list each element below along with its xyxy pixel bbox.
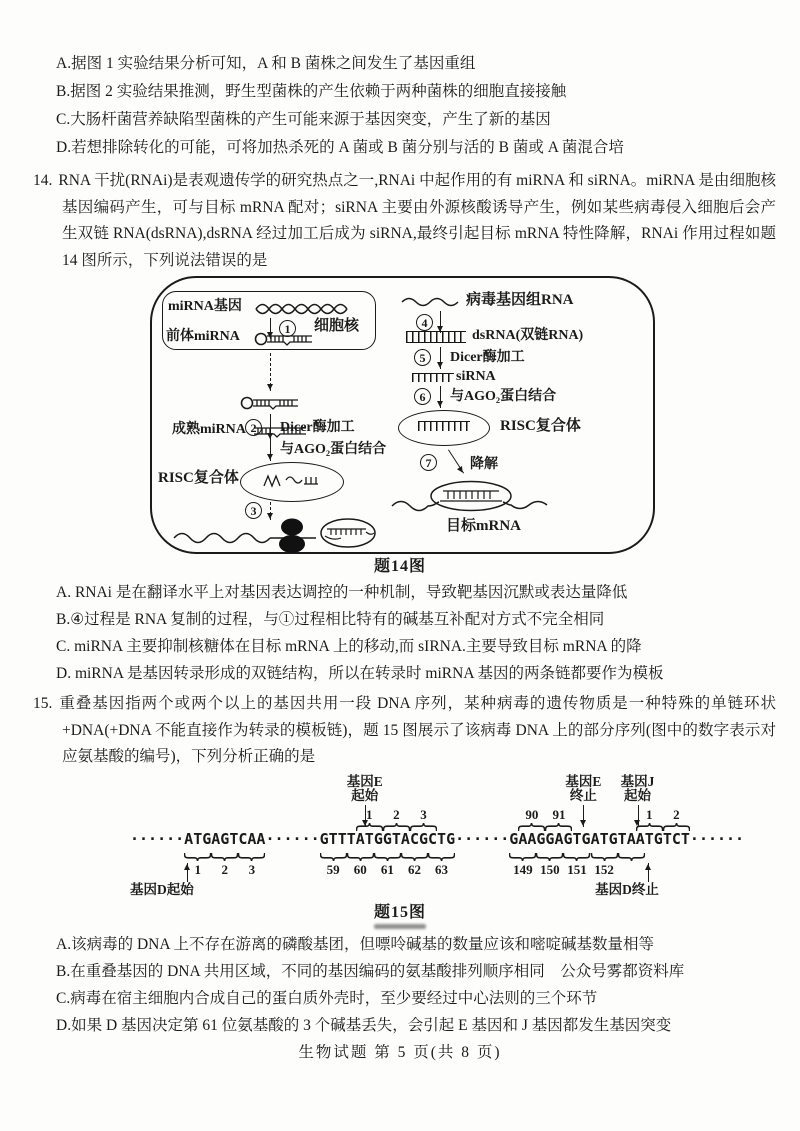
q15-option-c: C.病毒在宿主细胞内合成自己的蛋白质外壳时，至少要经过中心法则的三个环节 [56, 989, 598, 1007]
risc-right-sirna-icon [418, 421, 470, 431]
page-footer: 生物试题 第 5 页(共 8 页) [298, 1044, 502, 1061]
target-mrna-label: 目标mRNA [446, 518, 521, 534]
codon-brace-bottom: 151 [563, 853, 590, 861]
step5-arrow [440, 347, 441, 369]
codon-brace-bottom: 62 [401, 853, 428, 861]
pre-mirna-label: 前体miRNA [166, 329, 240, 344]
step4-number: 4 [416, 314, 433, 331]
q15-stem-text: 重叠基因指两个或两个以上的基因共用一段 DNA 序列，某种病毒的遗传物质是一种特殊的单链环状+DNA(+DNA 不能直接作为转录的模板链)，题 15 图展示了该病毒 DNA 上的部分序列(图中的数字表示对应氨基酸的编号)，下列分析正确的是 [58, 695, 776, 765]
codon-brace-bottom [618, 853, 645, 861]
ago-bind-left-arrow [270, 439, 271, 461]
q13-options [56, 50, 800, 162]
dicer-left-label: Dicer酶加工 [280, 420, 355, 435]
q13-option-a: A.据图 1 实验结果分析可知，A 和 B 菌株之间发生了基因重组 [56, 55, 476, 72]
scan-smudge [374, 924, 426, 929]
codon-brace-bottom: 59 [320, 853, 347, 861]
codon-brace-top: 90 [518, 823, 545, 831]
q14-stem-text: RNA 干扰(RNAi)是表观遗传学的研究热点之一,RNAi 中起作用的有 miRNA 和 siRNA。miRNA 是由细胞核基因编码产生，可与目标 mRNA 配对；siRNA 主要由外源核酸诱导产生，例如某些病毒侵入细胞后会产生双链 RNA(dsRNA),dsRNA 经过加工后成为 siRNA,最终引起目标 mRNA 特性降解，RNAi 作用过程如题 14 图所示，下列说法错误的是 [58, 172, 776, 269]
cytoplasm-hairpin-icon [240, 394, 302, 412]
q14-option-d: D. miRNA 是基因转录形成的双链结构，所以在转录时 miRNA 基因的两条链都要作为模板 [56, 665, 664, 682]
codon-brace-bottom: 3 [238, 853, 265, 861]
codon-brace-top: 2 [663, 823, 690, 831]
ribosome-blocked-mrna-icon [170, 514, 402, 556]
q14-option-b: B.④过程是 RNA 复制的过程，与①过程相比特有的碱基互补配对方式不完全相同 [56, 611, 605, 628]
dna-helix-icon [254, 301, 360, 317]
dna-sequence: ······ATGAGTCAA······GTTTATGGTACGCTG······GAAGGAGTGATGTAATGTCT······ [130, 829, 745, 848]
codon-brace-bottom: 61 [374, 853, 401, 861]
step2-number: 2 [245, 419, 262, 436]
ago-left-label: 与AGO₂蛋白结合 [280, 442, 387, 457]
fig14-cell-diagram [150, 276, 655, 554]
step6-number: 6 [414, 388, 431, 405]
q14-option-a: A. RNAi 是在翻译水平上对基因表达调控的一种机制，导致靶基因沉默或表达量降低 [56, 584, 628, 601]
fig14-caption: 题14图 [373, 558, 426, 575]
mirna-gene-label: miRNA基因 [168, 299, 242, 314]
q15-number: 15. [33, 695, 53, 712]
fig15-sequence-diagram: ······ATGAGTCAA······GTTTATGGTACGCTG······GAAGGAGTGATGTAATGTCT······ 1 2 3 90 91 1 2 1 2 3 59 60 61 62 63 149 150 151 152 基因E 起始 基因E 终止 基因J 起始 基因D起始 基因D终止 [130, 773, 745, 897]
codon-brace-bottom: 149 [509, 853, 536, 861]
q15-option-d: D.如果 D 基因决定第 61 位氨基酸的 3 个碱基丢失，会引起 E 基因和 J 基因都发生基因突变 [56, 1016, 672, 1034]
pre-mirna-hairpin-icon [254, 330, 316, 348]
q13-option-d: D.若想排除转化的可能，可将加热杀死的 A 菌或 B 菌分别与活的 B 菌或 A 菌混合培 [56, 139, 624, 156]
risc-left-mirna-icon [258, 471, 322, 493]
step7-number: 7 [420, 454, 437, 471]
q15-option-a: A.该病毒的 DNA 上不存在游离的磷酸基团，但嘌呤碱基的数量应该和嘧啶碱基数量相等 [56, 935, 655, 953]
target-mrna-icon [390, 478, 552, 516]
dsrna-ladder-icon [406, 331, 466, 343]
q14-options [56, 579, 800, 687]
sirna-ladder-icon [412, 373, 454, 382]
step5-number: 5 [414, 349, 431, 366]
viral-rna-wave-icon [400, 296, 462, 308]
step7-arrow [448, 449, 464, 473]
q14-number: 14. [33, 172, 53, 189]
ago-right-label: 与AGO₂蛋白结合 [450, 389, 557, 404]
mature-mirna-duplex-icon [252, 424, 308, 438]
risc-right-label: RISC复合体 [500, 418, 581, 434]
dicer-right-label: Dicer酶加工 [450, 350, 525, 365]
sirna-label: siRNA [456, 369, 496, 384]
fig15-caption: 题15图 [373, 903, 426, 921]
nucleus-label: 细胞核 [314, 318, 360, 334]
risc-left-label: RISC复合体 [158, 470, 239, 486]
codon-brace-bottom: 150 [536, 853, 563, 861]
dsrna-label: dsRNA(双链RNA) [472, 328, 584, 343]
codon-brace-top: 91 [545, 823, 572, 831]
viral-rna-label: 病毒基因组RNA [466, 292, 574, 308]
codon-brace-bottom: 2 [211, 853, 238, 861]
codon-brace-bottom: 60 [347, 853, 374, 861]
codon-brace-bottom: 63 [428, 853, 455, 861]
codon-brace-top: 3 [410, 823, 437, 831]
q14-stem [33, 168, 776, 274]
mature-mirna-label: 成熟miRNA [172, 422, 246, 437]
q15-stem [33, 691, 776, 771]
q13-option-c: C.大肠杆菌营养缺陷型菌株的产生可能来源于基因突变，产生了新的基因 [56, 111, 551, 128]
codon-brace-bottom: 1 [184, 853, 211, 861]
codon-brace-top: 1 [636, 823, 663, 831]
step3-number: 3 [245, 502, 262, 519]
q15-option-b: B.在重叠基因的 DNA 共用区域，不同的基因编码的氨基酸排列顺序相同 公众号雾都资料库 [56, 962, 685, 980]
q13-option-b: B.据图 2 实验结果推测，野生型菌株的产生依赖于两种菌株的细胞直接接触 [56, 83, 567, 100]
step6-arrow [440, 386, 441, 408]
codon-brace-bottom: 152 [591, 853, 618, 861]
codon-brace-top: 2 [383, 823, 410, 831]
codon-brace-top: 1 [356, 823, 383, 831]
q15-options [56, 931, 800, 1039]
nuclear-export-arrow [270, 353, 271, 391]
q14-option-c: C. miRNA 主要抑制核糖体在目标 mRNA 上的移动,而 sIRNA.主要导致目标 mRNA 的降 [56, 638, 642, 655]
degrade-label: 降解 [470, 457, 498, 472]
step4-arrow [440, 311, 441, 333]
step1-number: 1 [279, 320, 296, 337]
